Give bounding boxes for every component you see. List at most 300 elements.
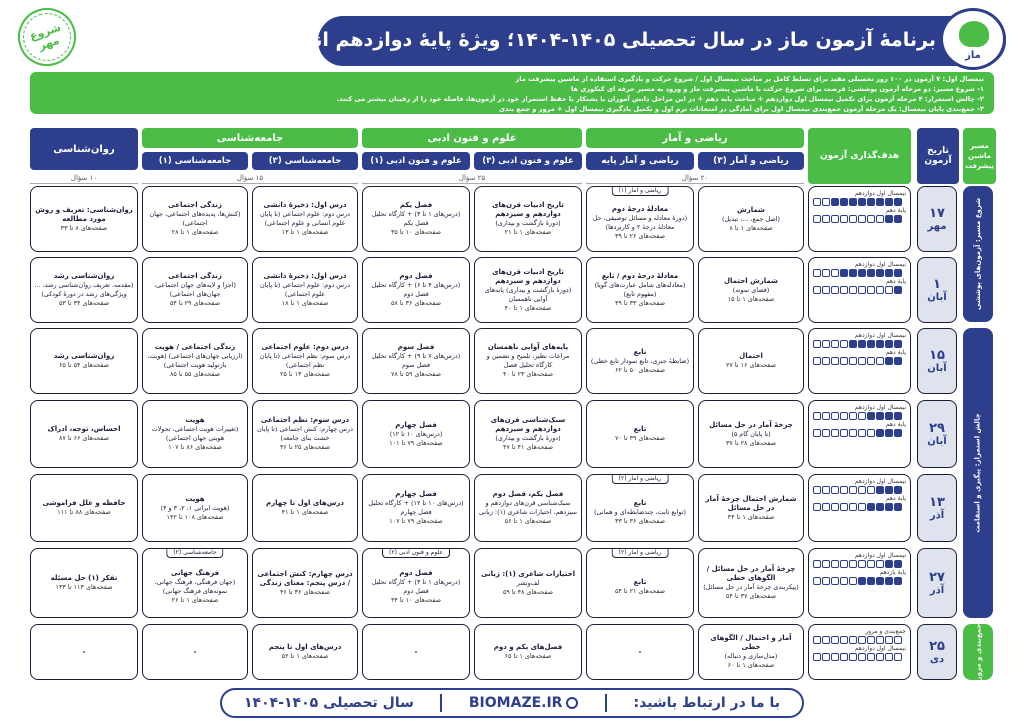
goal-box[interactable] xyxy=(831,560,839,568)
goal-box[interactable] xyxy=(885,560,893,568)
goal-box[interactable] xyxy=(858,577,866,585)
goal-box[interactable] xyxy=(822,340,830,348)
topic-title: شمارش xyxy=(737,205,765,214)
notice-line: ۲- چالش استمرار: ۴ مرحله آزمون برای تکمیل نیمسال اول دوازدهم + مباحث پایه دهم + در این مراحل دانش آموزان با پشتکار با حفظ استمرار خود در آزمون‌ها، فاصله خود را از رقیبان بیشتر می کنند. xyxy=(336,95,984,103)
goal-boxes xyxy=(813,412,906,420)
goal-box[interactable] xyxy=(894,636,902,644)
goal-box[interactable] xyxy=(813,560,821,568)
topic-detail: (دورۀ بازگشت و بیداری) xyxy=(495,219,561,227)
goal-box[interactable] xyxy=(849,286,857,294)
contact-label: با ما در ارتباط باشید: xyxy=(633,695,780,711)
goal-box[interactable] xyxy=(885,198,893,206)
goal-tracker xyxy=(808,257,911,323)
topic-detail: (دورۀ بازگشت و بیداری) پایه‌های آوایی ناهمسان xyxy=(484,285,572,303)
academic-year: سال تحصیلی ۱۴۰۵-۱۴۰۴ xyxy=(244,695,414,711)
topic-title: - xyxy=(414,647,418,656)
goal-box[interactable] xyxy=(831,340,839,348)
goal-label: نیمسال اول دوازدهم xyxy=(854,478,906,485)
goal-box[interactable] xyxy=(840,560,848,568)
topic-title: تابع xyxy=(633,578,647,586)
goal-box[interactable] xyxy=(876,577,884,585)
topic-title: احساس، توجه، ادراک xyxy=(47,425,121,433)
topic-cell-mathBase xyxy=(586,186,694,252)
topic-detail: (مقدمه، تعریف روان‌شناسی رشد، ... ویژگی‌های رشد در دورۀ کودکی) xyxy=(34,281,134,298)
topic-title: تابع xyxy=(633,347,647,356)
goal-box[interactable] xyxy=(822,429,830,437)
topic-pages: صفحه‌های ۱ تا ۱۵ xyxy=(727,294,775,303)
goal-box[interactable] xyxy=(840,269,848,277)
topic-detail: (کنش‌ها، پدیده‌های اجتماعی، جهان اجتماعی) xyxy=(149,210,241,227)
topic-pages: صفحه‌های ۱ تا ۶۰ xyxy=(727,661,775,669)
goal-box[interactable] xyxy=(858,340,866,348)
topic-detail: درس دوم: علوم اجتماعی (تا پایان علوم اجتماعی) xyxy=(260,281,350,298)
head-icon xyxy=(959,21,989,47)
topic-pages: صفحه‌های ۲۸ تا ۳۷ xyxy=(725,438,777,447)
topic-detail: (دورۀ معادله و مسائل توصیفی، حل معادلۀ درجۀ ۲ و کاربردها) xyxy=(592,214,688,231)
topic-title: فصل چهارم xyxy=(395,420,437,429)
goal-box[interactable] xyxy=(876,357,884,365)
goal-box[interactable] xyxy=(858,215,866,223)
topic-pages: صفحه‌های ۱ تا ۴۰ xyxy=(504,303,552,312)
topic-cell-soc1 xyxy=(142,400,248,468)
footer-divider xyxy=(440,694,442,712)
goal-box[interactable] xyxy=(894,215,902,223)
topic-cell-lit3 xyxy=(474,624,582,680)
goal-box[interactable] xyxy=(858,269,866,277)
psy-header: روان‌شناسی xyxy=(30,128,138,170)
goal-boxes xyxy=(813,429,906,437)
date-day: ۱۷ xyxy=(929,206,945,221)
goal-box[interactable] xyxy=(840,286,848,294)
topic-pages: صفحه‌های ۱۱۳ تا ۱۳۳ xyxy=(55,583,113,591)
goal-box[interactable] xyxy=(885,486,893,494)
goal-box[interactable] xyxy=(894,560,902,568)
date-header: تاریخ آزمون xyxy=(917,128,959,184)
goal-box[interactable] xyxy=(885,412,893,420)
goal-box[interactable] xyxy=(813,340,821,348)
topic-title: روان‌شناسی رشد xyxy=(53,272,115,280)
goal-boxes xyxy=(813,286,906,294)
goal-box[interactable] xyxy=(849,577,857,585)
goal-label: پایۀ یازدهم xyxy=(879,569,906,576)
topic-pages: صفحه‌های ۱ تا ۲۶ xyxy=(171,596,219,604)
prev-book-tag: علوم و فنون ادبی (۲) xyxy=(382,548,450,558)
topic-detail: درس دوم: علوم اجتماعی (تا پایان علوم انسانی و علوم اجتماعی) xyxy=(260,210,350,227)
goal-box[interactable] xyxy=(849,653,857,661)
goal-box[interactable] xyxy=(831,577,839,585)
topic-detail: (توابع ثابت، چندضابطه‌ای و همانی) xyxy=(593,507,687,516)
topic-title: فصل دوم xyxy=(399,272,433,280)
goal-box[interactable] xyxy=(876,486,884,494)
goal-box[interactable] xyxy=(858,286,866,294)
brand-name: ماز xyxy=(965,50,981,61)
goal-label: نیمسال اول دوازدهم xyxy=(854,404,906,411)
goal-box[interactable] xyxy=(813,636,821,644)
goal-box[interactable] xyxy=(840,429,848,437)
date-month: مهر xyxy=(927,221,947,232)
topic-pages: صفحه‌های ۱ تا ۵۶ xyxy=(504,517,552,525)
topic-detail: درس سوم: نظم اجتماعی (تا پایان نظم اجتماعی) xyxy=(259,352,351,369)
goal-box[interactable] xyxy=(840,340,848,348)
topic-cell-lit1 xyxy=(362,257,470,323)
goal-box[interactable] xyxy=(831,653,839,661)
goal-box[interactable] xyxy=(840,503,848,511)
topic-detail: (تغییرات هویت اجتماعی، تحولات هویتی جهان اجتماعی) xyxy=(151,425,239,442)
goal-box[interactable] xyxy=(858,636,866,644)
goal-box[interactable] xyxy=(849,357,857,365)
goal-box[interactable] xyxy=(813,198,821,206)
topic-cell-soc1 xyxy=(142,548,248,618)
goal-box[interactable] xyxy=(858,503,866,511)
goal-box[interactable] xyxy=(876,340,884,348)
topic-title: فصل‌های یکم و دوم xyxy=(493,643,563,651)
goal-box[interactable] xyxy=(822,486,830,494)
goal-box[interactable] xyxy=(813,653,821,661)
topic-detail: (درس‌های ۷ تا ۹) + کارگاه تحلیل فصل سوم xyxy=(371,352,461,369)
goal-box[interactable] xyxy=(831,412,839,420)
goal-tracker xyxy=(808,474,911,542)
goal-box[interactable] xyxy=(849,215,857,223)
topic-cell-soc1 xyxy=(142,186,248,252)
topic-title: سبک‌شناسی قرن‌های دوازدهم و سیزدهم xyxy=(490,416,566,433)
math3-header: ریاضی و آمار (۳) xyxy=(698,152,804,170)
topic-cell-psy xyxy=(30,328,138,394)
goal-box[interactable] xyxy=(867,269,875,277)
goal-header: هدف‌گذاری آزمون xyxy=(808,128,911,184)
date-month: آذر xyxy=(929,585,945,596)
topic-pages: صفحه‌های ۳۴ تا ۵۳ xyxy=(58,299,110,307)
goal-box[interactable] xyxy=(876,653,884,661)
topic-cell-psy xyxy=(30,548,138,618)
goal-box[interactable] xyxy=(813,577,821,585)
topic-cell-math3 xyxy=(698,548,804,618)
goal-box[interactable] xyxy=(876,215,884,223)
website-text: BIOMAZE.IR xyxy=(468,695,563,711)
topic-cell-lit1 xyxy=(362,624,470,680)
topic-detail: (درس‌های ۴ تا ۶) + کارگاه تحلیل فصل دوم xyxy=(371,281,461,298)
goal-box[interactable] xyxy=(831,429,839,437)
goal-box[interactable] xyxy=(885,577,893,585)
topic-cell-mathBase xyxy=(586,474,694,542)
topic-title: حافظه و علل فراموشی xyxy=(42,499,126,507)
topic-title: چرخۀ آمار در حل مسائل xyxy=(709,420,793,429)
goal-box[interactable] xyxy=(867,340,875,348)
date-month: آذر xyxy=(929,510,945,521)
topic-title: تاریخ ادبیات قرن‌های دوازدهم و سیزدهم xyxy=(492,267,564,285)
topic-title: هویت xyxy=(185,494,205,503)
goal-box[interactable] xyxy=(894,503,902,511)
goal-box[interactable] xyxy=(858,429,866,437)
goal-label: نیمسال اول دوازدهم xyxy=(854,645,906,652)
goal-label: نیمسال اول دوازدهم xyxy=(854,190,906,197)
goal-box[interactable] xyxy=(831,636,839,644)
goal-box[interactable] xyxy=(813,503,821,511)
topic-detail: (فضای نمونه) xyxy=(732,285,770,294)
goal-box[interactable] xyxy=(876,429,884,437)
topic-cell-mathBase xyxy=(586,328,694,394)
topic-title: فصل یکم، فصل دوم xyxy=(492,490,564,498)
topic-title: زندگی اجتماعی xyxy=(168,201,222,209)
goal-box[interactable] xyxy=(849,198,857,206)
title-bar xyxy=(262,16,1006,66)
goal-box[interactable] xyxy=(849,429,857,437)
goal-box[interactable] xyxy=(813,486,821,494)
goal-box[interactable] xyxy=(840,198,848,206)
date-day: ۲۹ xyxy=(929,421,945,436)
goal-box[interactable] xyxy=(867,286,875,294)
goal-box[interactable] xyxy=(867,636,875,644)
goal-label: نیمسال اول دوازدهم xyxy=(854,261,906,268)
goal-box[interactable] xyxy=(876,198,884,206)
topic-title: فصل دوم xyxy=(399,569,433,577)
topic-title: درس اول: ذخیرۀ دانشی xyxy=(263,272,347,280)
topic-title: پایه‌های آوایی ناهمسان xyxy=(487,343,569,351)
goal-box[interactable] xyxy=(840,215,848,223)
goal-box[interactable] xyxy=(885,503,893,511)
goal-boxes xyxy=(813,636,906,644)
topic-title: زندگی اجتماعی / هویت xyxy=(154,343,236,351)
lit-questions: ۲۵ سؤال xyxy=(362,174,582,184)
goal-box[interactable] xyxy=(822,653,830,661)
soc1-header: جامعه‌شناسی (۱) xyxy=(142,152,248,170)
goal-box[interactable] xyxy=(894,198,902,206)
goal-box[interactable] xyxy=(894,577,902,585)
topic-cell-soc3 xyxy=(252,624,358,680)
goal-box[interactable] xyxy=(858,357,866,365)
goal-box[interactable] xyxy=(867,357,875,365)
topic-detail: لف‌ونشر xyxy=(516,578,540,587)
goal-box[interactable] xyxy=(876,412,884,420)
goal-box[interactable] xyxy=(867,653,875,661)
goal-box[interactable] xyxy=(867,486,875,494)
goal-box[interactable] xyxy=(885,340,893,348)
goal-box[interactable] xyxy=(822,412,830,420)
goal-box[interactable] xyxy=(849,636,857,644)
date-day: ۱۳ xyxy=(929,495,945,510)
goal-box[interactable] xyxy=(894,486,902,494)
goal-box[interactable] xyxy=(849,560,857,568)
topic-pages: صفحه‌های ۸۶ تا ۱۰۷ xyxy=(168,443,222,451)
topic-title: اختیارات شاعری (۱): زبانی xyxy=(480,569,576,578)
exam-date xyxy=(917,624,957,680)
topic-detail: سبک‌شناسی قرن‌های دوازدهم و سیزدهم، اختیارات شاعری (۱): زبانی xyxy=(478,499,578,516)
topic-pages: صفحه‌های ۱۰۸ تا ۱۴۲ xyxy=(166,512,224,521)
goal-box[interactable] xyxy=(858,653,866,661)
goal-box[interactable] xyxy=(885,653,893,661)
topic-title: هویت xyxy=(185,416,205,424)
goal-box[interactable] xyxy=(885,269,893,277)
prev-book-tag: ریاضی و آمار (۱) xyxy=(612,186,669,196)
topic-pages: صفحه‌های ۲۳ تا ۴۰ xyxy=(502,370,554,378)
goal-box[interactable] xyxy=(894,269,902,277)
soc3-header: جامعه‌شناسی (۳) xyxy=(252,152,358,170)
topic-cell-soc1 xyxy=(142,624,248,680)
topic-pages: صفحه‌های ۱ تا ۱۳ xyxy=(281,228,329,236)
topic-pages: صفحه‌های ۱ تا ۴۴ xyxy=(727,512,775,521)
topic-cell-math3 xyxy=(698,400,804,468)
goal-box[interactable] xyxy=(813,286,821,294)
goal-boxes xyxy=(813,340,906,348)
goal-box[interactable] xyxy=(894,357,902,365)
goal-box[interactable] xyxy=(894,429,902,437)
goal-box[interactable] xyxy=(867,198,875,206)
goal-box[interactable] xyxy=(867,429,875,437)
goal-box[interactable] xyxy=(840,636,848,644)
topic-title: زندگی اجتماعی xyxy=(168,272,222,280)
goal-box[interactable] xyxy=(822,215,830,223)
goal-box[interactable] xyxy=(822,636,830,644)
goal-box[interactable] xyxy=(822,269,830,277)
topic-pages: صفحه‌های ۱۶ تا ۲۷ xyxy=(725,361,777,369)
exam-date xyxy=(917,548,957,618)
goal-box[interactable] xyxy=(831,286,839,294)
goal-box[interactable] xyxy=(867,412,875,420)
goal-box[interactable] xyxy=(849,503,857,511)
goal-box[interactable] xyxy=(813,412,821,420)
topic-cell-soc3 xyxy=(252,328,358,394)
goal-box[interactable] xyxy=(831,198,839,206)
goal-label: پایۀ دهم xyxy=(885,207,906,214)
topic-cell-psy xyxy=(30,400,138,468)
topic-cell-lit1 xyxy=(362,328,470,394)
topic-title: شمارش احتمال چرخۀ آمار در حل مسائل xyxy=(705,494,797,512)
goal-box[interactable] xyxy=(813,429,821,437)
goal-boxes xyxy=(813,503,906,511)
goal-box[interactable] xyxy=(894,412,902,420)
goal-label: پایۀ دهم xyxy=(885,349,906,356)
notice-box xyxy=(30,72,994,114)
topic-detail: (هویت ایرانی ۱، ۲، ۳ و ۴) xyxy=(160,503,230,512)
goal-tracker xyxy=(808,624,911,680)
goal-boxes xyxy=(813,577,906,585)
goal-box[interactable] xyxy=(822,357,830,365)
topic-title: روان‌شناسی رشد xyxy=(53,352,115,360)
topic-title: روان‌شناسی: تعریف و روش مورد مطالعه xyxy=(35,205,133,223)
goal-box[interactable] xyxy=(894,286,902,294)
topic-title: - xyxy=(82,647,86,656)
goal-box[interactable] xyxy=(849,486,857,494)
math-header: ریاضی و آمار xyxy=(586,128,804,148)
goal-box[interactable] xyxy=(840,486,848,494)
goal-box[interactable] xyxy=(876,286,884,294)
goal-box[interactable] xyxy=(813,269,821,277)
website-link[interactable] xyxy=(469,695,579,711)
goal-box[interactable] xyxy=(885,215,893,223)
goal-box[interactable] xyxy=(840,357,848,365)
goal-box[interactable] xyxy=(876,560,884,568)
topic-cell-math3 xyxy=(698,474,804,542)
goal-box[interactable] xyxy=(831,503,839,511)
topic-cell-lit1 xyxy=(362,400,470,468)
goal-box[interactable] xyxy=(822,577,830,585)
goal-box[interactable] xyxy=(831,269,839,277)
topic-cell-math3 xyxy=(698,624,804,680)
goal-box[interactable] xyxy=(840,412,848,420)
topic-title: فصل یکم xyxy=(399,201,433,209)
goal-box[interactable] xyxy=(849,412,857,420)
topic-cell-mathBase xyxy=(586,400,694,468)
date-month: آبان xyxy=(927,363,947,374)
topic-title: شمارش احتمال xyxy=(723,276,779,285)
soc-questions: ۱۵ سؤال xyxy=(142,174,358,184)
topic-pages: صفحه‌های ۳۶ تا ۵۸ xyxy=(390,299,442,307)
goal-box[interactable] xyxy=(867,503,875,511)
goal-box[interactable] xyxy=(849,340,857,348)
topic-title: تابع xyxy=(633,498,647,507)
goal-box[interactable] xyxy=(822,560,830,568)
topic-pages: صفحه‌های ۵۰ تا ۶۲ xyxy=(614,365,666,374)
goal-box[interactable] xyxy=(858,486,866,494)
topic-cell-lit3 xyxy=(474,400,582,468)
topic-pages: صفحه‌های ۳۹ تا ۷۰ xyxy=(614,434,666,442)
goal-box[interactable] xyxy=(831,357,839,365)
goal-box[interactable] xyxy=(894,653,902,661)
topic-pages: صفحه‌های ۱ تا ۱۸ xyxy=(281,299,329,307)
topic-pages: صفحه‌های ۳۶ تا ۴۶ xyxy=(279,587,331,596)
goal-box[interactable] xyxy=(858,412,866,420)
goal-box[interactable] xyxy=(822,286,830,294)
goal-box[interactable] xyxy=(885,636,893,644)
topic-title: درس‌های اول تا پنجم xyxy=(268,643,342,651)
goal-box[interactable] xyxy=(822,198,830,206)
topic-cell-lit1 xyxy=(362,474,470,542)
topic-title: فصل چهارم xyxy=(395,490,437,498)
date-day: ۲۷ xyxy=(929,570,945,585)
goal-box[interactable] xyxy=(867,215,875,223)
date-month: دی xyxy=(929,654,945,665)
goal-boxes xyxy=(813,560,906,568)
goal-box[interactable] xyxy=(840,577,848,585)
goal-box[interactable] xyxy=(813,215,821,223)
topic-cell-soc1 xyxy=(142,257,248,323)
goal-box[interactable] xyxy=(840,653,848,661)
goal-box[interactable] xyxy=(858,198,866,206)
topic-cell-soc3 xyxy=(252,186,358,252)
goal-box[interactable] xyxy=(831,486,839,494)
goal-box[interactable] xyxy=(876,503,884,511)
topic-cell-math3 xyxy=(698,186,804,252)
goal-box[interactable] xyxy=(867,560,875,568)
exam-date xyxy=(917,257,957,323)
topic-title: درس‌های اول تا چهارم xyxy=(265,499,345,507)
topic-detail: (اجزا و لایه‌های جهان اجتماعی، جهان‌های اجتماعی) xyxy=(154,281,236,298)
topic-title: درس اول: ذخیرۀ دانشی xyxy=(263,201,347,209)
topic-cell-soc1 xyxy=(142,328,248,394)
notice-line: ۳- جمع‌بندی پایان نیمسال: یک مرحله آزمون جمع‌بندی نیمسال اول برای آمادگی در امتحانات ترم اول و تکمیل یادگیری نیمسال اول + مرور و جمع بندی xyxy=(498,105,984,113)
topic-title: درس سوم: نظم اجتماعی xyxy=(260,416,350,424)
goal-box[interactable] xyxy=(858,560,866,568)
goal-box[interactable] xyxy=(813,357,821,365)
goal-tracker xyxy=(808,548,911,618)
goal-box[interactable] xyxy=(885,429,893,437)
goal-boxes xyxy=(813,215,906,223)
topic-pages: صفحه‌های ۲۱ تا ۵۴ xyxy=(614,587,666,595)
goal-box[interactable] xyxy=(876,269,884,277)
date-day: ۱ xyxy=(933,277,941,292)
goal-box[interactable] xyxy=(831,215,839,223)
goal-box[interactable] xyxy=(849,269,857,277)
goal-box[interactable] xyxy=(867,577,875,585)
side-label-start: شروع مسیر: آزمون‌های پوششی xyxy=(963,186,993,322)
goal-box[interactable] xyxy=(885,286,893,294)
topic-pages: صفحه‌های ۷۹ تا ۱۰۱ xyxy=(389,438,443,447)
globe-icon xyxy=(566,697,578,709)
goal-box[interactable] xyxy=(894,340,902,348)
goal-box[interactable] xyxy=(885,357,893,365)
topic-pages: صفحه‌های ۳۷ تا ۵۴ xyxy=(725,592,777,600)
goal-box[interactable] xyxy=(822,503,830,511)
goal-box[interactable] xyxy=(876,636,884,644)
